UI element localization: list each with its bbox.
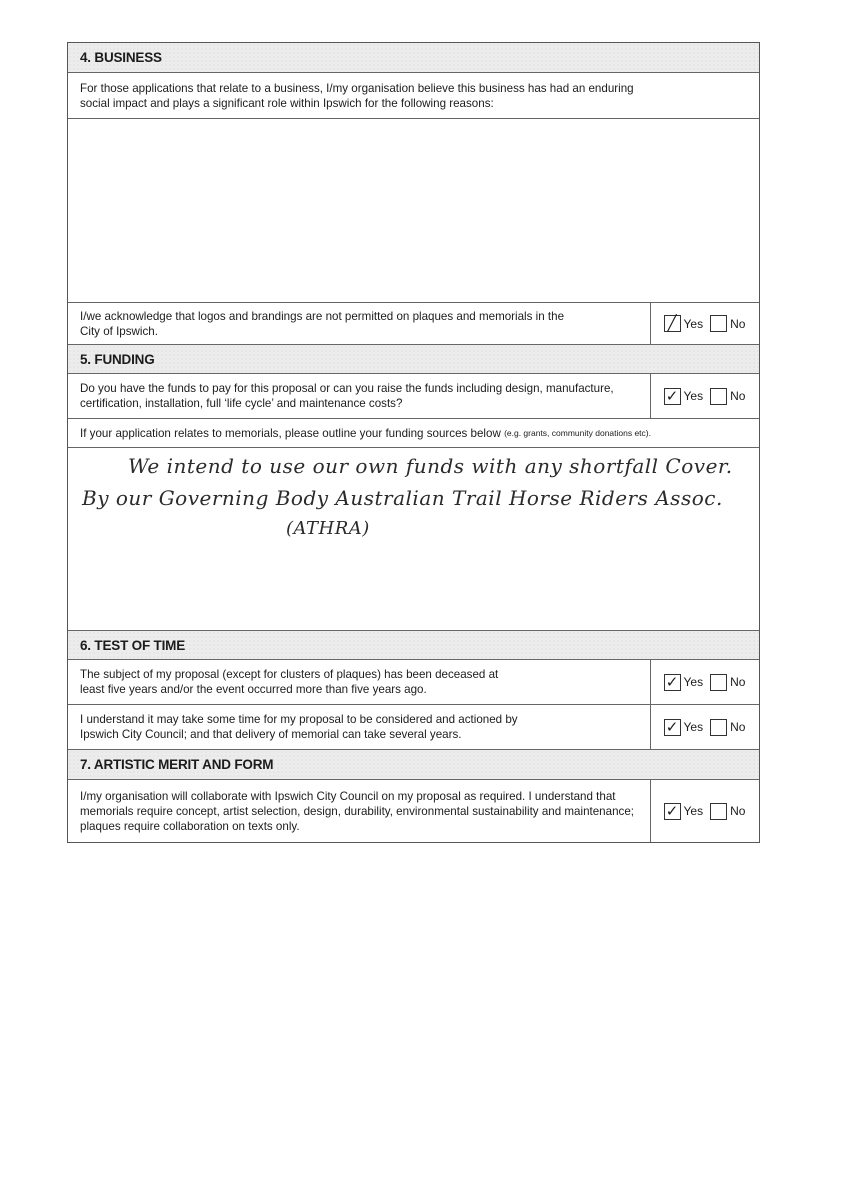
- funds-no-label: No: [730, 389, 746, 403]
- funds-yes-label: Yes: [683, 389, 704, 403]
- collaborate-yes-checkbox[interactable]: ✓: [664, 803, 681, 820]
- funding-sources-field[interactable]: [68, 448, 759, 631]
- artistic-heading: [68, 750, 759, 780]
- logos-question: [68, 303, 651, 344]
- logos-no-label: No: [730, 316, 746, 331]
- funds-question-row: [68, 374, 759, 419]
- deceased-no-label: No: [730, 675, 746, 689]
- deceased-question-line2: least five years and/or the event occurred more than five years ago.: [80, 683, 427, 696]
- collaborate-no-checkbox[interactable]: [710, 803, 727, 820]
- funds-question-line2: certification, installation, full ‘life cycle’ and maintenance costs?: [80, 397, 403, 410]
- timeframe-question: [68, 705, 651, 749]
- funding-outline-prompt: [68, 419, 759, 448]
- application-form: [67, 42, 760, 843]
- logos-yes-checkbox[interactable]: ╱: [664, 315, 681, 332]
- collaborate-question-line1: I/my organisation will collaborate with Ipswich City Council on my proposal as required. I understand that: [80, 789, 616, 803]
- test-of-time-heading: [68, 631, 759, 660]
- logos-yes-label: Yes: [683, 316, 704, 331]
- timeframe-yes-label: Yes: [683, 720, 704, 734]
- deceased-yes-checkbox[interactable]: ✓: [664, 674, 681, 691]
- deceased-question: [68, 660, 651, 704]
- timeframe-yes-checkbox[interactable]: ✓: [664, 719, 681, 736]
- logos-no-checkbox[interactable]: [710, 315, 727, 332]
- logos-question-row: [68, 303, 759, 345]
- funding-heading-text: 5. FUNDING: [80, 351, 155, 367]
- timeframe-question-line2: Ipswich City Council; and that delivery of memorial can take several years.: [80, 728, 462, 741]
- timeframe-no-label: No: [730, 720, 746, 734]
- timeframe-question-row: [68, 705, 759, 750]
- business-heading-text: 4. BUSINESS: [80, 50, 162, 65]
- funding-heading: [68, 345, 759, 374]
- funding-outline-main: If your application relates to memorials, please outline your funding sources below: [80, 426, 501, 440]
- funds-question: [68, 374, 651, 418]
- deceased-yes-label: Yes: [683, 675, 704, 689]
- handwriting-line1: We intend to use our own funds with any shortfall Cover.: [128, 454, 733, 478]
- test-of-time-heading-text: 6. TEST OF TIME: [80, 637, 186, 653]
- deceased-question-row: [68, 660, 759, 705]
- collaborate-no-label: No: [730, 804, 746, 818]
- collaborate-question: [68, 780, 651, 842]
- funds-yes-checkbox[interactable]: ✓: [664, 388, 681, 405]
- timeframe-no-checkbox[interactable]: [710, 719, 727, 736]
- funds-no-checkbox[interactable]: [710, 388, 727, 405]
- collaborate-yes-label: Yes: [683, 804, 704, 818]
- logos-question-line1: I/we acknowledge that logos and brandings are not permitted on plaques and memorials in the: [80, 309, 565, 323]
- deceased-yes-no: [651, 660, 759, 704]
- business-intro-line1: For those applications that relate to a business, I/my organisation believe this business has had an enduring: [80, 81, 634, 95]
- funds-question-line1: Do you have the funds to pay for this proposal or can you raise the funds including design, manufacture,: [80, 382, 614, 395]
- handwriting-line3: (ATHRA): [286, 518, 370, 539]
- deceased-no-checkbox[interactable]: [710, 674, 727, 691]
- timeframe-yes-no: [651, 705, 759, 749]
- funds-yes-no: [651, 374, 759, 418]
- logos-yes-no: [651, 303, 759, 344]
- collaborate-question-line3: plaques require collaboration on texts only.: [80, 819, 300, 833]
- collaborate-question-line2: memorials require concept, artist selection, design, durability, environmental sustainability and maintenance;: [80, 804, 634, 818]
- artistic-heading-text: 7. ARTISTIC MERIT AND FORM: [80, 757, 274, 772]
- business-intro-line2: social impact and plays a significant role within Ipswich for the following reasons:: [80, 96, 494, 110]
- funding-outline-small: (e.g. grants, community donations etc).: [504, 427, 651, 438]
- logos-question-line2: City of Ipswich.: [80, 324, 158, 338]
- business-reasons-field[interactable]: [68, 119, 759, 303]
- collaborate-question-row: [68, 780, 759, 842]
- handwriting-line2: By our Governing Body Australian Trail Horse Riders Assoc.: [82, 486, 723, 510]
- business-heading: [68, 43, 759, 73]
- collaborate-yes-no: [651, 780, 759, 842]
- deceased-question-line1: The subject of my proposal (except for clusters of plaques) has been deceased at: [80, 668, 499, 681]
- timeframe-question-line1: I understand it may take some time for my proposal to be considered and actioned by: [80, 713, 518, 726]
- business-intro: [68, 73, 759, 119]
